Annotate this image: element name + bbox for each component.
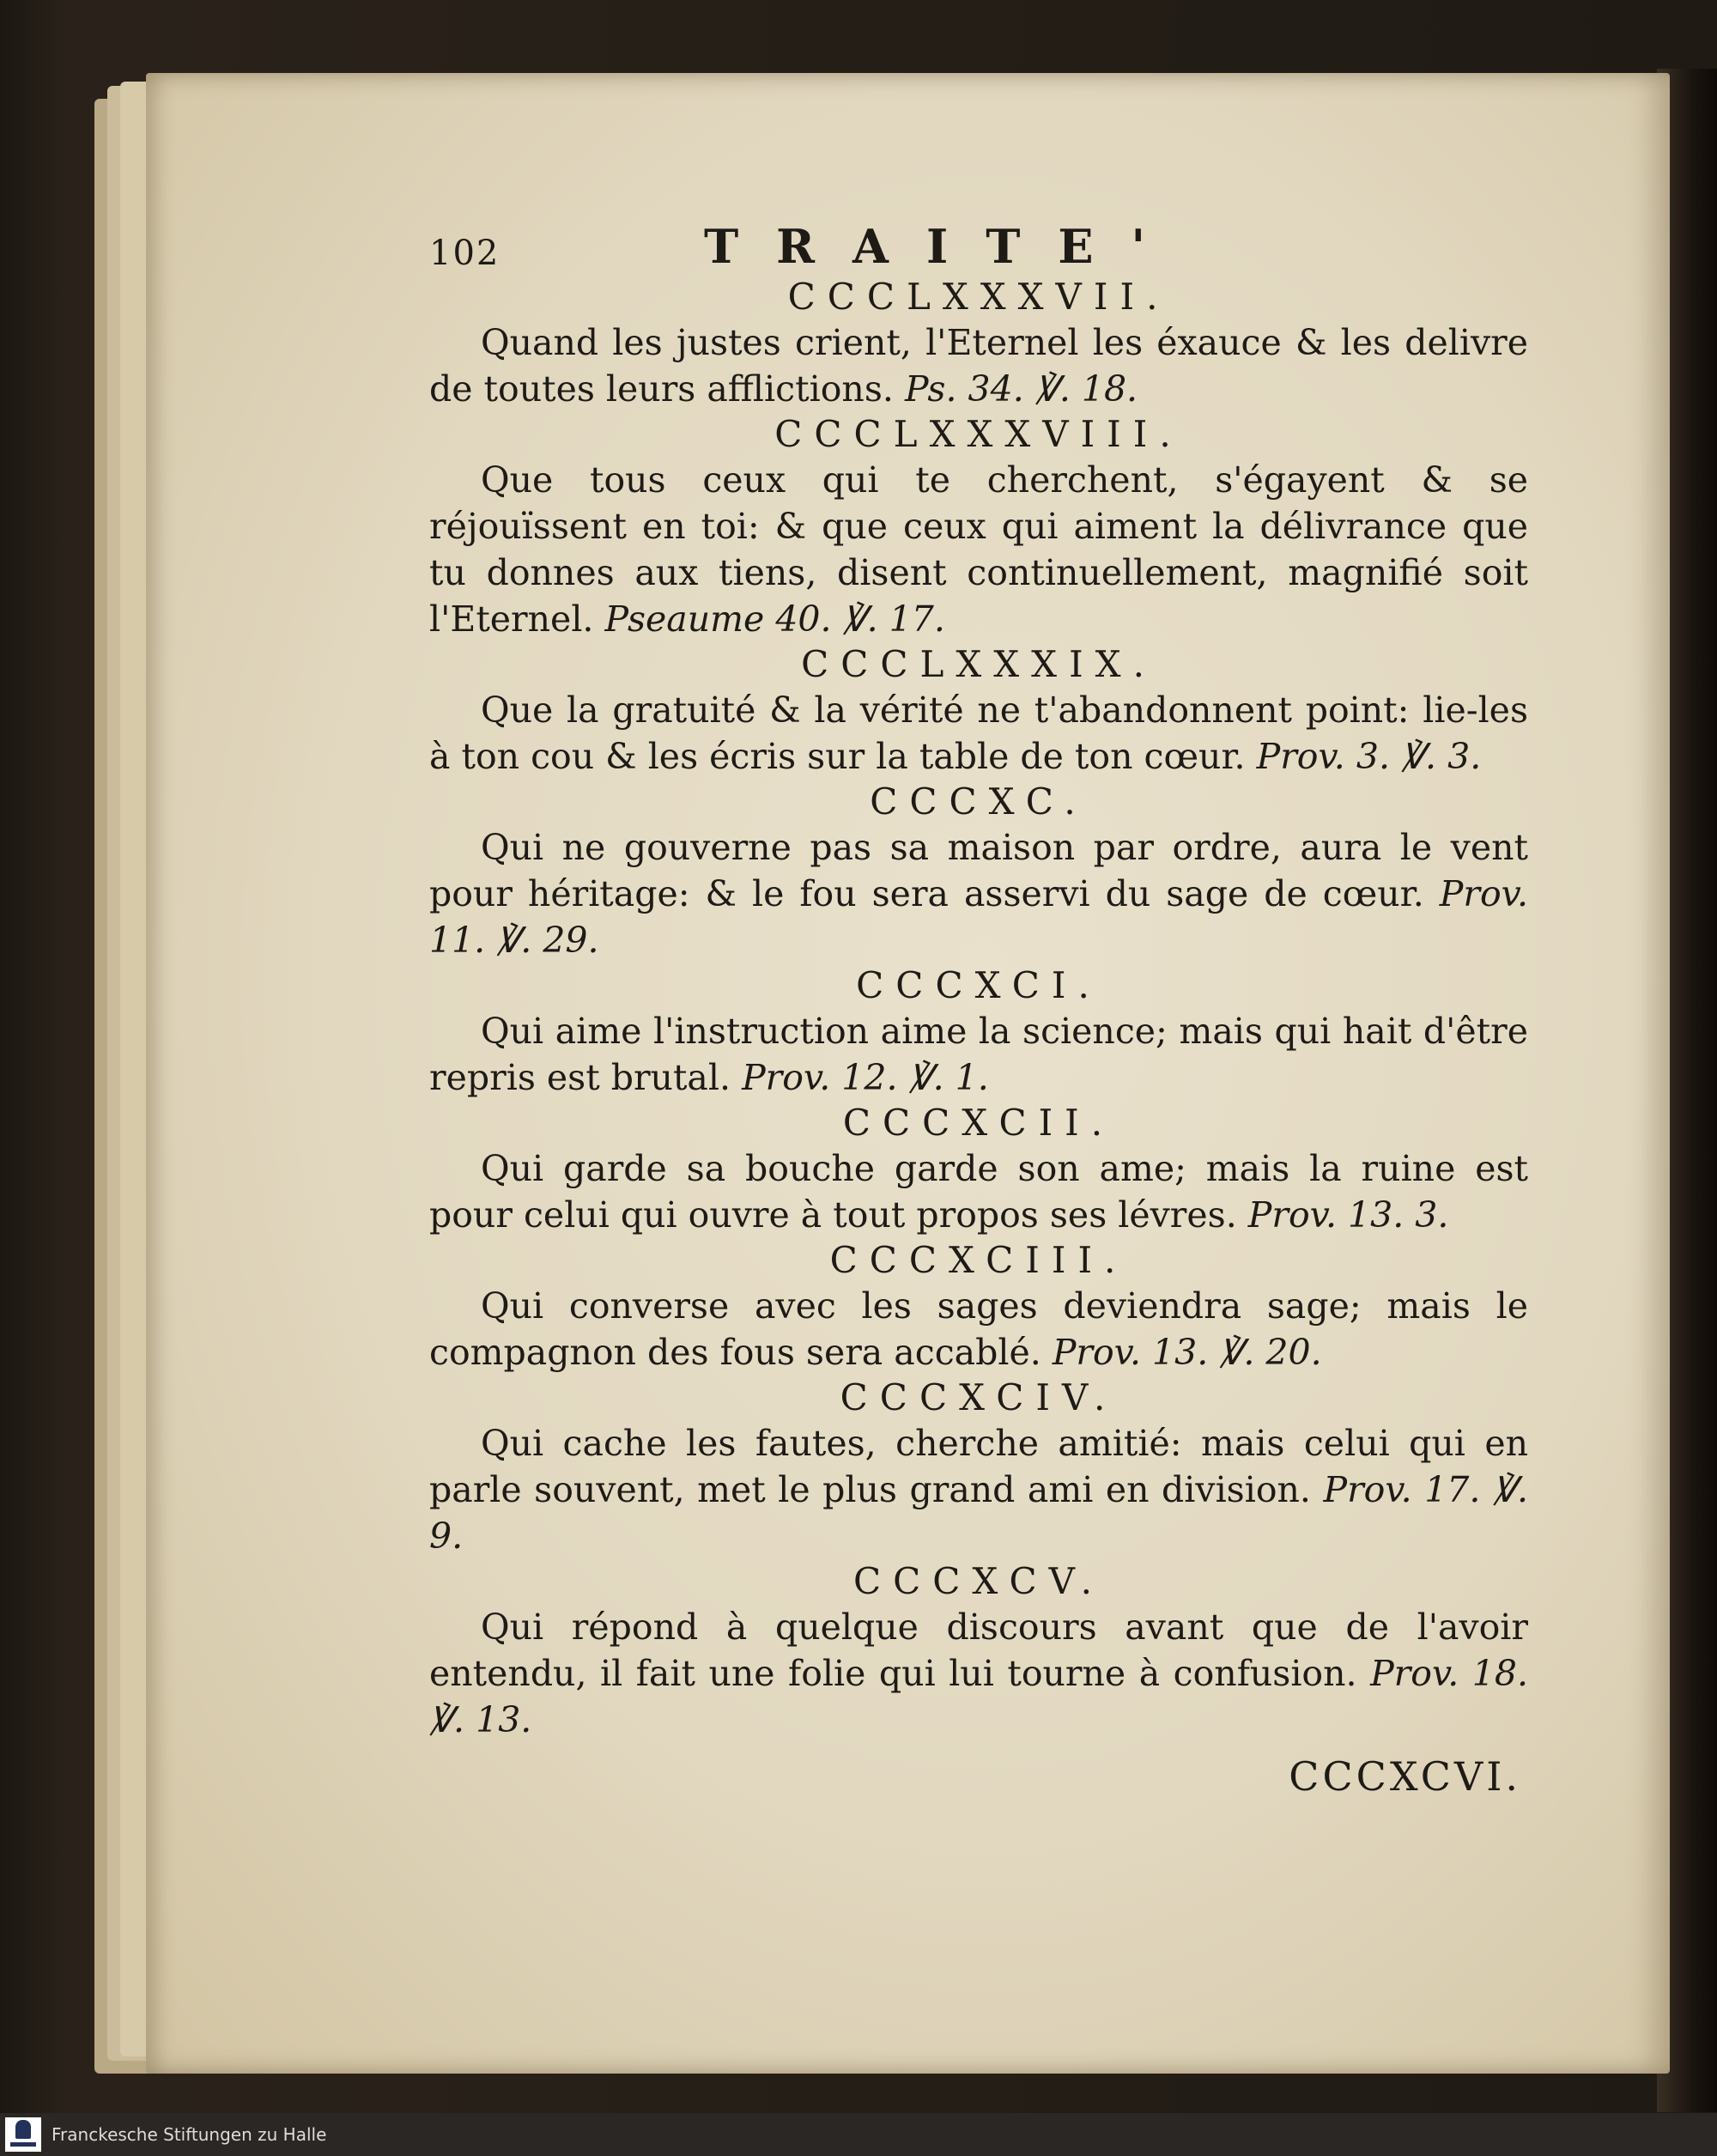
- entry-body: Qui converse avec les sages deviendra sage; mais le compagnon des fous sera accablé.: [429, 1285, 1528, 1373]
- entry-text: [429, 1145, 1528, 1238]
- entry: [429, 412, 1528, 642]
- entry-body: Qui répond à quelque discours avant que de l'avoir entendu, il fait une folie qui lui tourne à confusion.: [429, 1606, 1528, 1694]
- entry-text: [429, 1420, 1528, 1559]
- scripture-reference: Prov. 13. ℣. 20.: [1052, 1332, 1322, 1373]
- entry-numeral: CCCLXXXVII.: [787, 276, 1170, 318]
- entry: [429, 780, 1528, 963]
- entry: [429, 275, 1528, 412]
- entry-body: Qui ne gouverne pas sa maison par ordre, aura le vent pour héritage: & le fou sera asservi du sage de cœur.: [429, 827, 1528, 914]
- entry-text: [429, 1283, 1528, 1376]
- logo-bar: [10, 2142, 36, 2147]
- running-title: TRAITE': [704, 219, 1184, 274]
- entry-text: [429, 687, 1528, 780]
- entry-text: [429, 1604, 1528, 1743]
- catchword: CCCXCVI.: [1289, 1753, 1521, 1800]
- institution-logo-icon: [5, 2117, 41, 2152]
- entry-numeral: CCCXCII.: [842, 1102, 1115, 1144]
- scripture-reference: Ps. 34. ℣. 18.: [904, 368, 1138, 410]
- entry-numeral: CCCLXXXIX.: [801, 643, 1156, 685]
- institution-name: Franckesche Stiftungen zu Halle: [52, 2124, 327, 2145]
- running-head: [429, 219, 1528, 275]
- entry: [429, 1559, 1528, 1743]
- entry-body: Qui garde sa bouche garde son ame; mais la ruine est pour celui qui ouvre à tout propos ses lévres.: [429, 1148, 1528, 1236]
- scripture-reference: Prov. 18. ℣. 13.: [429, 1653, 1528, 1740]
- entry-text: [429, 824, 1528, 963]
- entry-text: [429, 319, 1528, 412]
- entry-body: Qui cache les fautes, cherche amitié: mais celui qui en parle souvent, met le plus grand ami en division.: [429, 1423, 1528, 1510]
- entry-body: Quand les justes crient, l'Eternel les éxauce & les delivre de toutes leurs afflictions.: [429, 322, 1528, 410]
- page-text: [429, 219, 1528, 1800]
- entry-body: Que tous ceux qui te cherchent, s'égayent & se réjouïssent en toi: & que ceux qui aiment la délivrance que tu donnes aux tiens, disent continuellement, magnifié soit l'Eternel.: [429, 459, 1528, 640]
- entry-body: Que la gratuité & la vérité ne t'abandonnent point: lie-les à ton cou & les écris sur la table de ton cœur.: [429, 689, 1528, 777]
- entry-body: Qui aime l'instruction aime la science; mais qui hait d'être repris est brutal.: [429, 1011, 1528, 1098]
- entry: [429, 1101, 1528, 1238]
- entry: [429, 1238, 1528, 1376]
- scripture-reference: Prov. 17. ℣. 9.: [429, 1469, 1528, 1557]
- scripture-reference: Prov. 12. ℣. 1.: [742, 1057, 989, 1098]
- entry: [429, 642, 1528, 780]
- entry: [429, 963, 1528, 1101]
- scripture-reference: Prov. 11. ℣. 29.: [429, 873, 1528, 961]
- entry-numeral: CCCXCI.: [856, 964, 1101, 1006]
- viewer-footer: [0, 2113, 1717, 2156]
- entry-numeral: CCCXCIII.: [829, 1239, 1128, 1281]
- entry-numeral: CCCLXXXVIII.: [774, 413, 1183, 455]
- entry: [429, 1376, 1528, 1559]
- entry-numeral: CCCXCIV.: [840, 1376, 1118, 1418]
- scripture-reference: Pseaume 40. ℣. 17.: [604, 598, 945, 640]
- page-number: 102: [429, 234, 501, 273]
- entry-text: [429, 457, 1528, 642]
- scripture-reference: Prov. 3. ℣. 3.: [1256, 736, 1482, 777]
- entry-numeral: CCCXCV.: [852, 1560, 1105, 1602]
- entry-numeral: CCCXC.: [870, 780, 1088, 823]
- entry-text: [429, 1008, 1528, 1101]
- logo-mark: [15, 2120, 31, 2139]
- scripture-reference: Prov. 13. 3.: [1247, 1194, 1449, 1236]
